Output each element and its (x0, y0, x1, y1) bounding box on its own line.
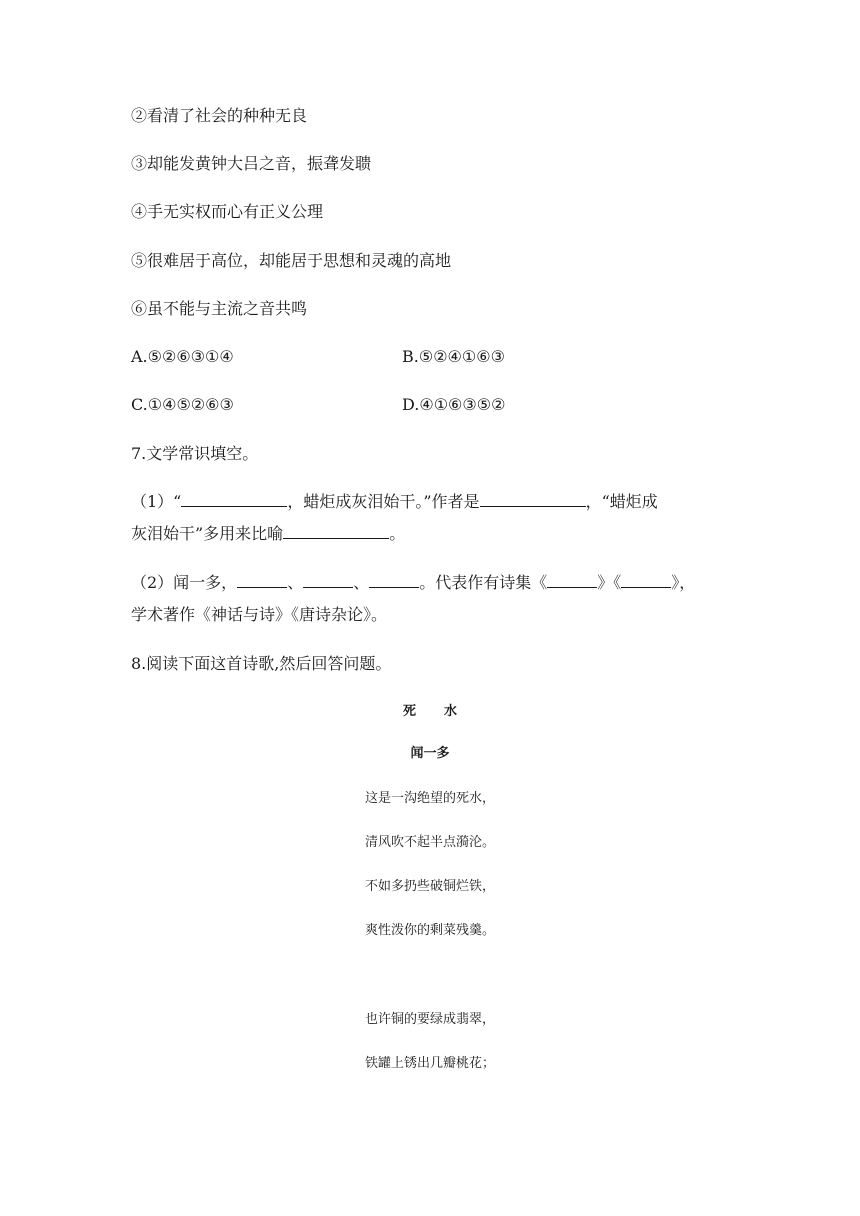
question-7-part-1-line-1 (131, 492, 658, 512)
blank (181, 492, 287, 507)
q7-p1-text-a: （1）“ (131, 492, 182, 511)
option-c: C.①④⑤②⑥③ (131, 395, 234, 414)
poem-line: 爽性泼你的剩菜残羹。 (364, 923, 495, 938)
q7-p2-text-a: （2）闻一多， (131, 573, 238, 592)
item-5: ⑤很难居于高位，却能居于思想和灵魂的高地 (131, 251, 452, 270)
blank (283, 524, 389, 539)
poem-line: 不如多扔些破铜烂铁， (364, 879, 495, 894)
poem-line: 铁罐上锈出几瓣桃花； (364, 1056, 495, 1071)
poem-line: 这是一沟绝望的死水， (364, 791, 495, 806)
blank (237, 573, 287, 588)
poem-author: 闻一多 (410, 746, 450, 761)
question-7-part-2-line-1 (131, 573, 695, 593)
blank (303, 573, 353, 588)
q7-p2-sep-1: 、 (287, 573, 304, 592)
poem-line: 清风吹不起半点漪沦。 (364, 835, 495, 850)
item-3: ③却能发黄钟大吕之音，振聋发聩 (131, 154, 372, 173)
question-7-title: 7.文学常识填空。 (131, 444, 259, 463)
poem-line: 也许铜的要绿成翡翠， (364, 1012, 495, 1027)
option-d: D.④①⑥③⑤② (402, 395, 506, 414)
question-7-part-1-line-2 (131, 524, 405, 544)
poem-title-char-1: 死 (402, 704, 416, 719)
poem-title (0, 704, 860, 720)
blank (480, 492, 586, 507)
option-a: A.⑤②⑥③①④ (131, 347, 234, 366)
q7-p1-text-b: ，蜡炬成灰泪始干。”作者是 (287, 492, 480, 511)
blank (547, 573, 597, 588)
item-4: ④手无实权而心有正义公理 (131, 202, 324, 221)
q7-p2-text-d: 》， (671, 573, 696, 592)
blank (621, 573, 671, 588)
question-7-part-2-line-2: 学术著作《神话与诗》《唐诗杂论》。 (131, 605, 388, 624)
poem-title-char-2: 水 (444, 704, 458, 719)
question-8-title: 8.阅读下面这首诗歌,然后回答问题。 (131, 654, 392, 673)
q7-p1-text-d: 灰泪始干”多用来比喻 (131, 524, 284, 543)
q7-p2-sep-2: 、 (353, 573, 370, 592)
blank (369, 573, 419, 588)
q7-p2-text-b: 。代表作有诗集《 (419, 573, 548, 592)
q7-p1-text-e: 。 (389, 524, 406, 543)
item-6: ⑥虽不能与主流之音共鸣 (131, 299, 308, 318)
q7-p2-text-c: 》《 (597, 573, 622, 592)
item-2: ②看清了社会的种种无良 (131, 106, 308, 125)
q7-p1-text-c: ，“蜡炬成 (585, 492, 658, 511)
option-b: B.⑤②④①⑥③ (402, 347, 505, 366)
